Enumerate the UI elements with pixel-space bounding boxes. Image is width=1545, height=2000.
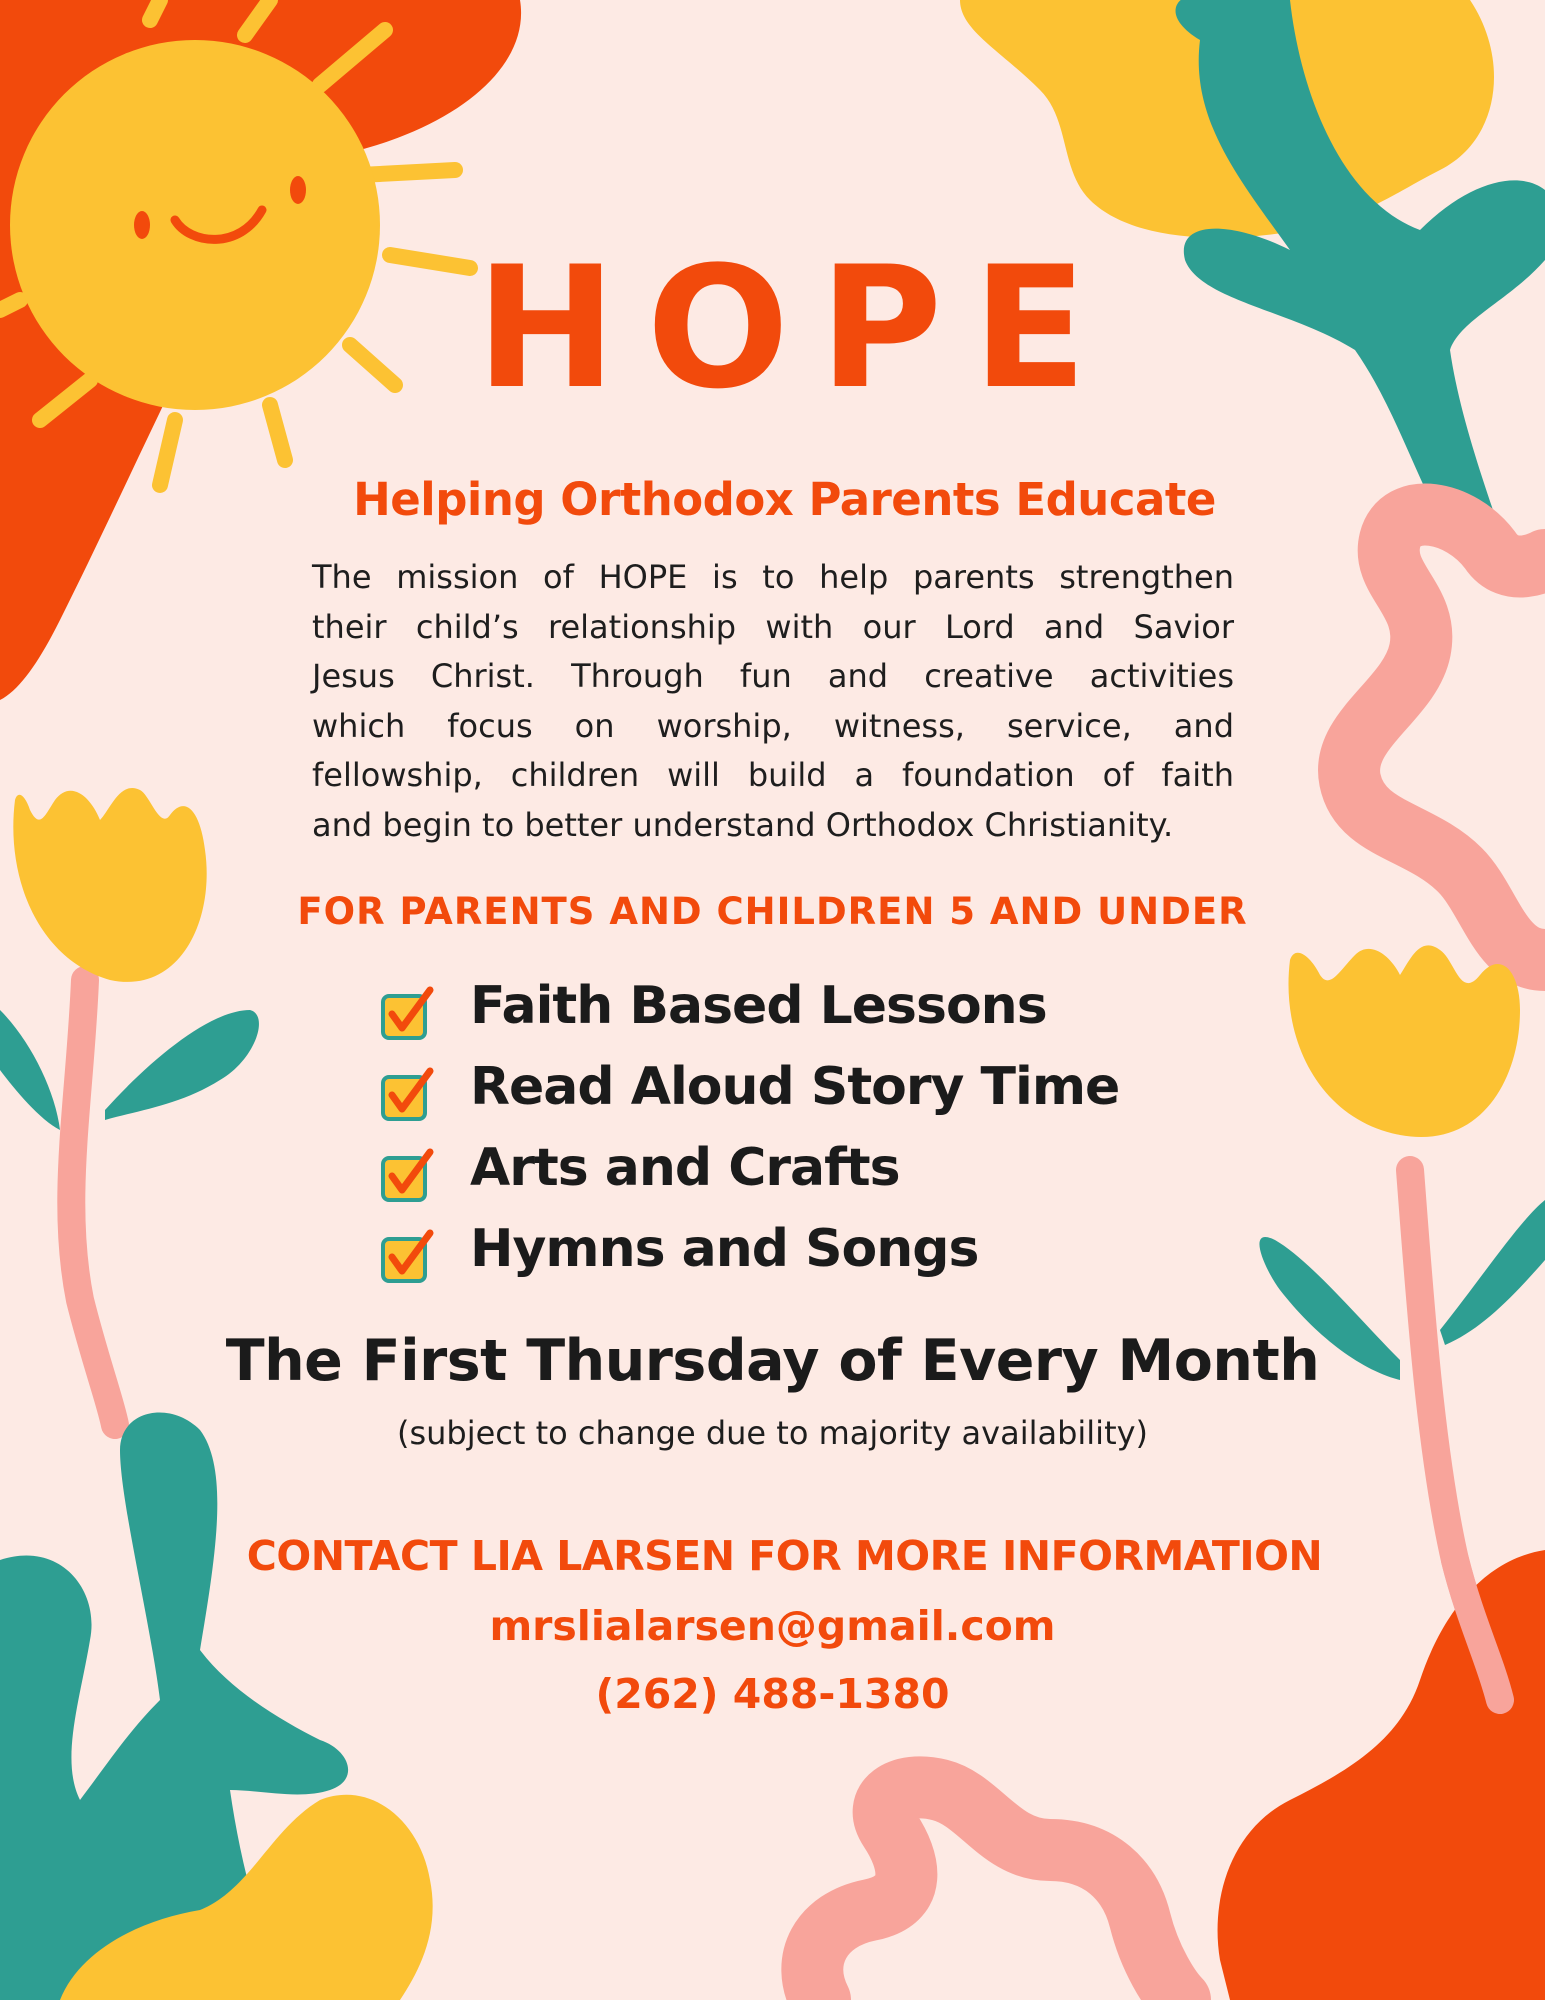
mission-line: and begin to better understand Orthodox Christianity. <box>312 805 1174 844</box>
list-item <box>380 970 1280 1051</box>
mission-line: Jesus Christ. Through fun and creative activities <box>312 657 1234 695</box>
checked-box-icon <box>380 1067 436 1123</box>
pink-squiggle-bottom <box>812 1787 1180 2000</box>
checked-box-icon <box>380 986 436 1042</box>
contact-heading: CONTACT LIA LARSEN FOR MORE INFORMATION <box>246 1532 1323 1580</box>
teal-leaf-left-b <box>0 1010 60 1130</box>
activity-label: Faith Based Lessons <box>470 976 1047 1036</box>
mission-line: The mission of HOPE is to help parents strengthen <box>312 558 1234 596</box>
teal-leaf-left-a <box>105 1010 259 1120</box>
tulip-flower-icon <box>1288 945 1520 1137</box>
contact-email-link[interactable]: mrslialarsen@gmail.com <box>489 1602 1056 1650</box>
activity-label: Read Aloud Story Time <box>470 1057 1120 1117</box>
page-title: HOPE <box>475 230 1118 426</box>
tulip-flower-icon-left <box>13 788 206 982</box>
activity-label: Hymns and Songs <box>470 1219 979 1279</box>
list-item <box>380 1051 1280 1132</box>
schedule-note: (subject to change due to majority availability) <box>396 1414 1149 1452</box>
mission-line: fellowship, children will build a foundation of faith <box>312 756 1234 794</box>
list-item <box>380 1132 1280 1213</box>
checked-box-icon <box>380 1148 436 1204</box>
subtitle: Helping Orthodox Parents Educate <box>353 473 1216 526</box>
activity-checklist <box>380 970 1280 1294</box>
audience-heading: FOR PARENTS AND CHILDREN 5 AND UNDER <box>297 890 1248 933</box>
contact-phone-link[interactable]: (262) 488-1380 <box>595 1670 950 1718</box>
checked-box-icon <box>380 1229 436 1285</box>
teal-leaf-right-b <box>1440 1200 1545 1345</box>
mission-line: which focus on worship, witness, service, and <box>312 706 1234 745</box>
schedule-heading: The First Thursday of Every Month <box>225 1328 1320 1394</box>
mission-line: their child’s relationship with our Lord and Savior <box>312 607 1234 646</box>
mission-statement <box>312 553 1234 850</box>
list-item <box>380 1213 1280 1294</box>
activity-label: Arts and Crafts <box>470 1138 900 1198</box>
